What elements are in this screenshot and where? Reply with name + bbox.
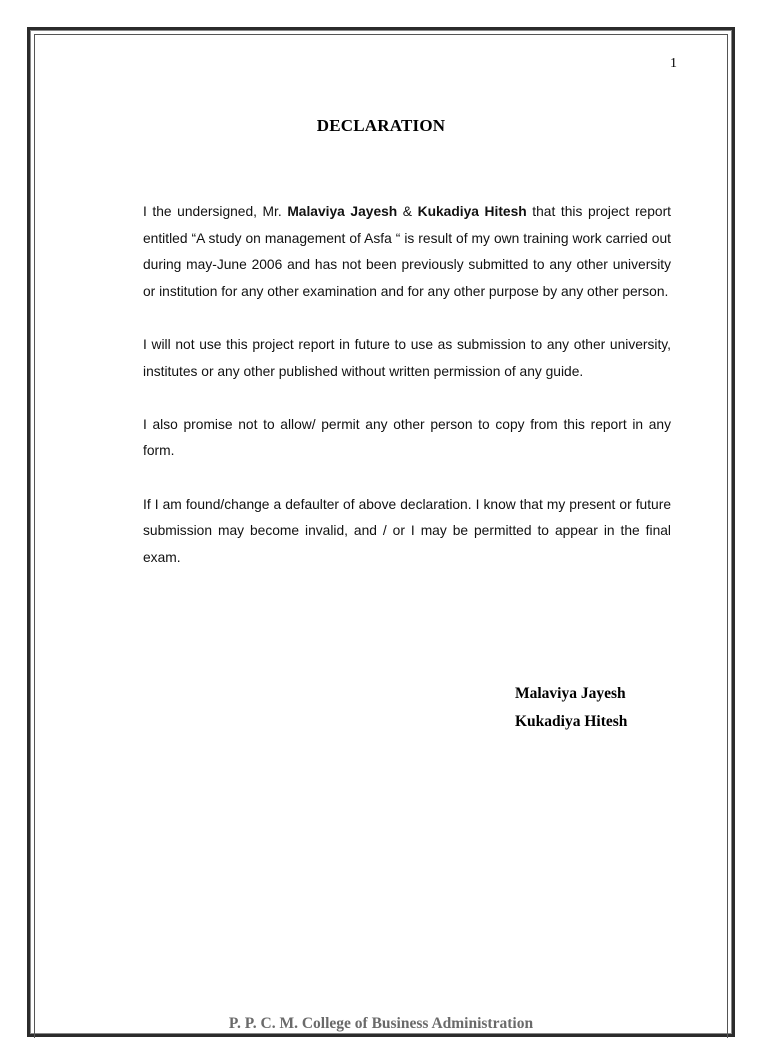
page-number: 1 <box>670 56 677 71</box>
paragraph-1-lead: I the undersigned, Mr. <box>143 204 288 219</box>
signature-block <box>515 680 627 736</box>
paragraph-1-rest: that this project report entitled “A study on management of Asfa “ is result of my own training work carried out during may-June 2006 and has not been previously submitted to any other university or institution for any other examination and for any other purpose by any other person. <box>143 204 672 299</box>
signature-name-2: Kukadiya Hitesh <box>515 713 628 730</box>
paragraph-2: I will not use this project report in future to use as submission to any other university, institutes or any other published without written permission of any guide. <box>143 336 671 379</box>
paragraph-3: I also promise not to allow/ permit any other person to copy from this report in any form. <box>143 416 671 459</box>
page-frame <box>27 27 735 1037</box>
student-name-1: Malaviya Jayesh <box>287 204 398 219</box>
paragraph-4: If I am found/change a defaulter of above declaration. I know that my present or future submission may become invalid, and / or I may be permitted to appear in the final exam. <box>143 496 671 565</box>
ampersand: & <box>397 204 418 219</box>
paragraph-1 <box>143 199 671 305</box>
signature-name-1: Malaviya Jayesh <box>515 685 626 702</box>
student-name-2: Kukadiya Hitesh <box>417 204 527 219</box>
document-title: DECLARATION <box>316 116 446 135</box>
declaration-body <box>143 199 671 598</box>
footer-college-name: P. P. C. M. College of Business Administration <box>228 1015 534 1032</box>
